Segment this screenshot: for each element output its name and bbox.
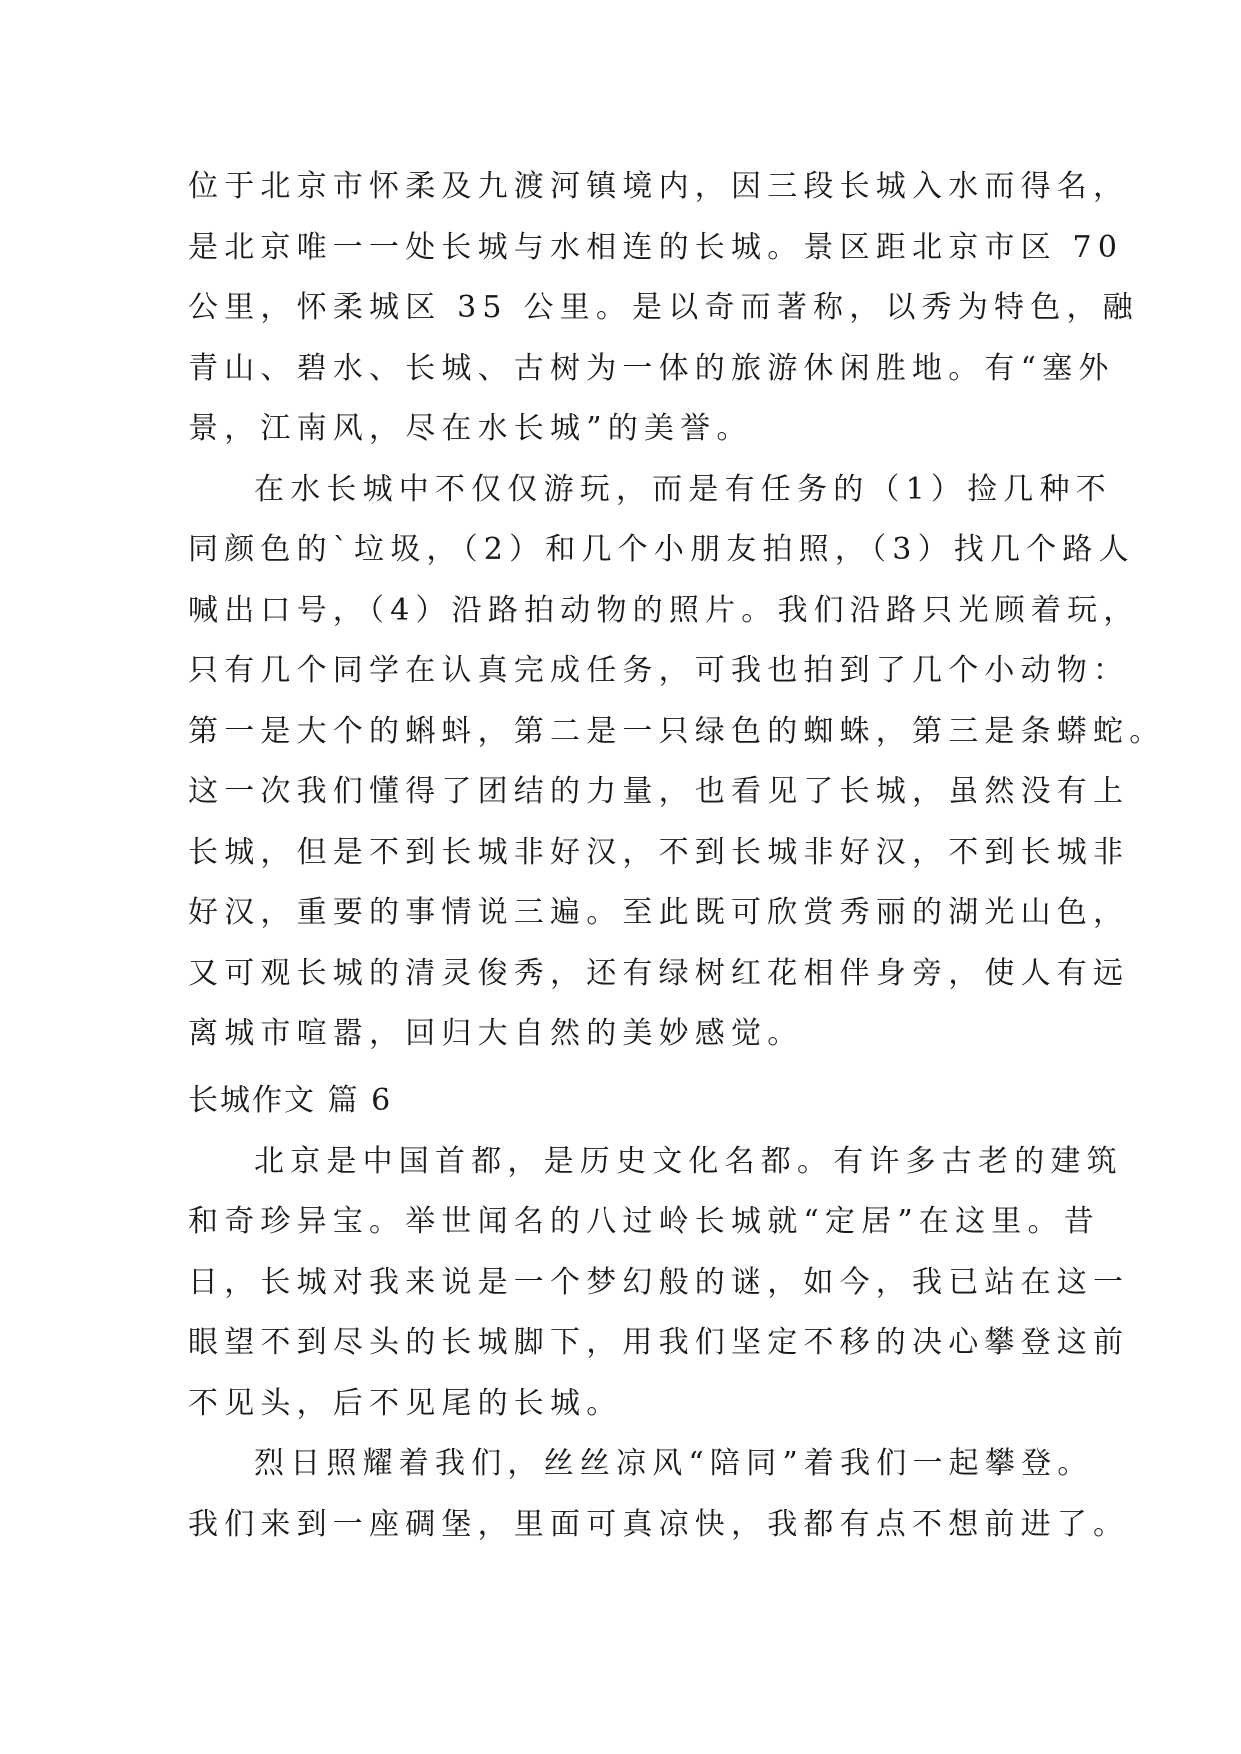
text-line: 和奇珍异宝。举世闻名的八过岭长城就“定居”在这里。昔 — [188, 1204, 1100, 1239]
text-line: 是北京唯一一处长城与水相连的长城。景区距北京市区 70 — [188, 229, 1124, 265]
text-line: 好汉，重要的事情说三遍。至此既可欣赏秀丽的湖光山色， — [188, 895, 1130, 930]
text-line: 景，江南风，尽在水长城”的美誉。 — [188, 411, 753, 446]
section-heading: 长城作文 篇 6 — [188, 1083, 393, 1118]
text-line: 日，长城对我来说是一个梦幻般的谜，如今，我已站在这一 — [188, 1264, 1130, 1300]
text-line: 北京是中国首都，是历史文化名都。有许多古老的建筑 — [254, 1143, 1123, 1179]
text-line: 第一是大个的蝌蚪，第二是一只绿色的蜘蛛，第三是条蟒蛇。 — [188, 713, 1166, 749]
text-line: 我们来到一座碉堡，里面可真凉快，我都有点不想前进了。 — [188, 1506, 1130, 1542]
text-line: 长城，但是不到长城非好汉，不到长城非好汉，不到长城非 — [188, 834, 1130, 870]
paragraph-3 — [188, 1132, 1130, 1435]
text-line: 在水长城中不仅仅游玩，而是有任务的（1）捡几种不 — [254, 471, 1112, 507]
text-line: 烈日照耀着我们，丝丝凉风“陪同”着我们一起攀登。 — [254, 1446, 1094, 1481]
text-line: 位于北京市怀柔及九渡河镇境内，因三段长城入水而得名， — [188, 169, 1130, 204]
text-line: 离城市喧嚣，回归大自然的美妙感觉。 — [188, 1016, 804, 1051]
text-line: 青山、碧水、长城、古树为一体的旅游休闲胜地。有“塞外 — [188, 350, 1115, 386]
text-line: 又可观长城的清灵俊秀，还有绿树红花相伴身旁，使人有远 — [188, 955, 1130, 991]
text-line: 眼望不到尽头的长城脚下，用我们坚定不移的决心攀登这前 — [188, 1325, 1130, 1360]
section-2 — [188, 1071, 1130, 1555]
text-line: 喊出口号，（4）沿路拍动物的照片。我们沿路只光顾着玩， — [188, 592, 1140, 628]
text-line: 公里，怀柔城区 35 公里。是以奇而著称，以秀为特色，融 — [188, 290, 1139, 325]
paragraph-2 — [188, 460, 1166, 1065]
text-line: 不见头，后不见尾的长城。 — [188, 1385, 623, 1421]
paragraph-1 — [188, 157, 1139, 460]
paragraph-4 — [188, 1434, 1130, 1555]
section-1 — [188, 157, 1166, 1065]
text-line: 同颜色的`垃圾，（2）和几个小朋友拍照，（3）找几个路人 — [188, 532, 1135, 567]
text-line: 这一次我们懂得了团结的力量，也看见了长城，虽然没有上 — [188, 774, 1130, 809]
text-line: 只有几个同学在认真完成任务，可我也拍到了几个小动物： — [188, 653, 1130, 688]
